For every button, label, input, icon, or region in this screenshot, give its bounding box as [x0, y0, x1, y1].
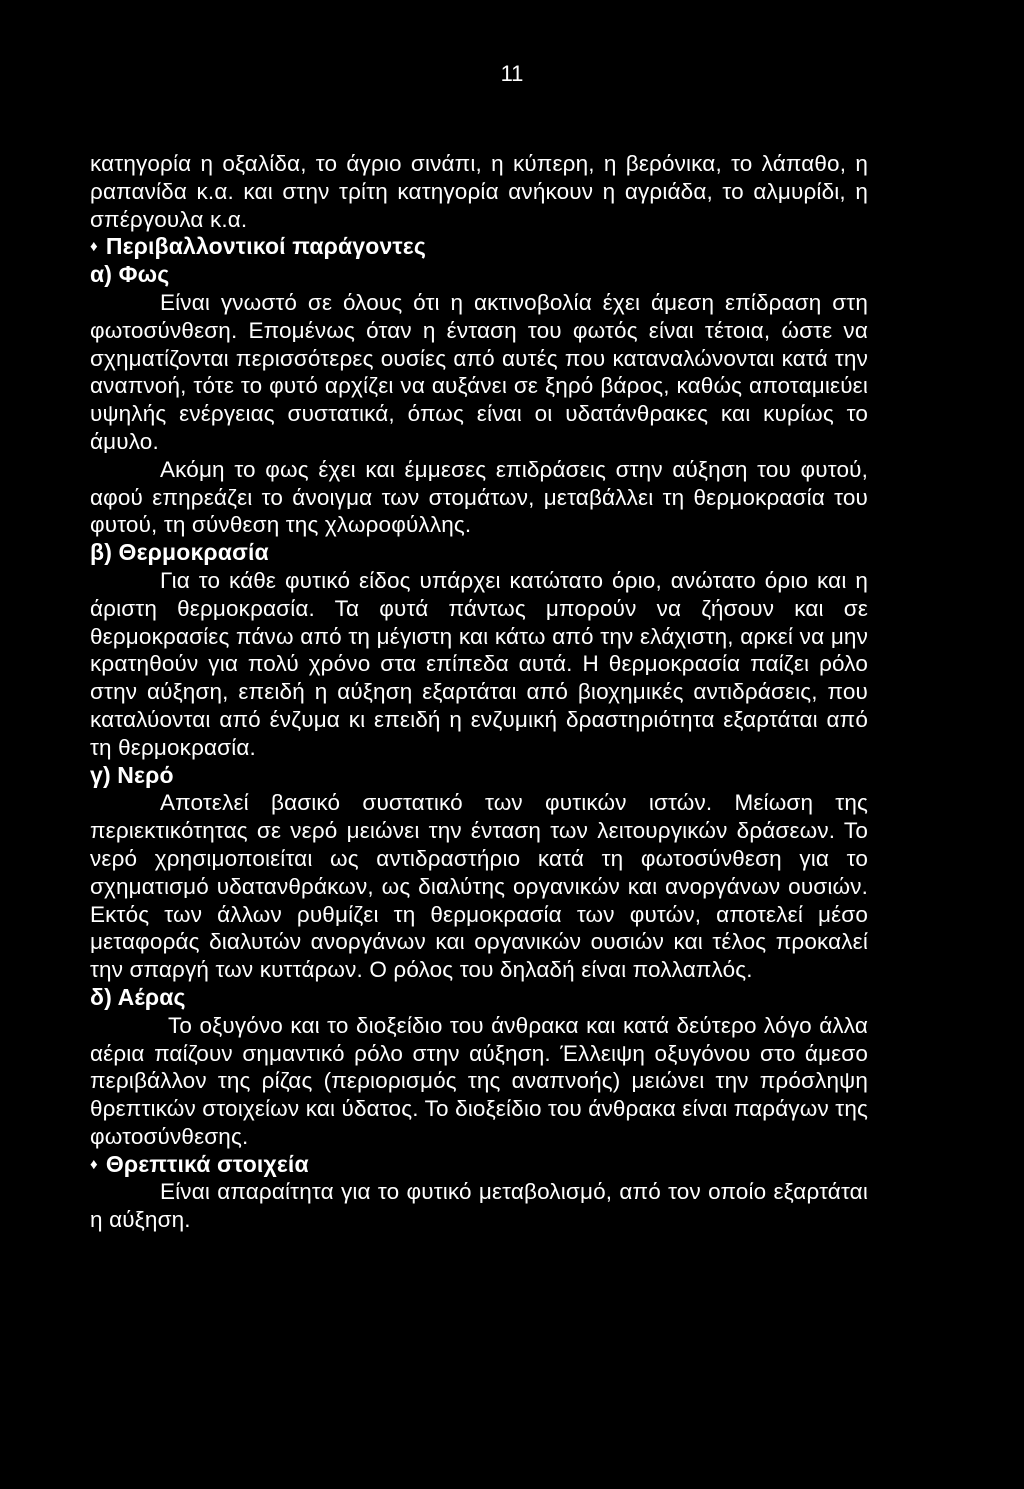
section-heading-label: Περιβαλλοντικοί παράγοντες: [105, 233, 426, 260]
section-heading: [90, 1151, 868, 1179]
subsection-heading: α) Φως: [90, 261, 170, 288]
paragraph: κατηγορία η οξαλίδα, το άγριο σινάπι, η κύπερη, η βερόνικα, το λάπαθο, η ραπανίδα κ.α. και στην τρίτη κατηγορία ανήκουν η αγριάδα, το αλμυρίδι, η σπέργουλα κ.α.: [90, 151, 868, 232]
subsection-heading: γ) Νερό: [90, 761, 174, 788]
page-number: 11: [500, 61, 524, 86]
paragraph: Για το κάθε φυτικό είδος υπάρχει κατώτατο όριο, ανώτατο όριο και η άριστη θερμοκρασία. Τα φυτά πάντως μπορούν να ζήσουν και σε θερμοκρασίες πάνω από τη μέγιστη και κάτω από την ελάχιστη, αρκεί να μην κρατηθούν για πολύ χρόνο στα επίπεδα αυτά. Η θερμοκρασία παίζει ρόλο στην αύξηση, επειδή η αύξηση εξαρτάται από βιοχημικές αντιδράσεις, που καταλύονται από ένζυμα κι επειδή η ενζυμική δραστηριότητα εξαρτάται από τη θερμοκρασία.: [90, 567, 868, 760]
section-heading: [90, 233, 868, 261]
paragraph: Είναι γνωστό σε όλους ότι η ακτινοβολία έχει άμεση επίδραση στη φωτοσύνθεση. Επομένως όταν η ένταση του φωτός είναι τέτοια, ώστε να σχηματίζονται περισσότερες ουσίες από αυτές που καταναλώνονται κατά την αναπνοή, τότε το φυτό αρχίζει να αυξάνει σε ξηρό βάρος, καθώς αποταμιεύει υψηλής ενέργειας συστατικά, όπως είναι οι υδατάνθρακες και κυρίως το άμυλο.: [90, 289, 868, 454]
diamond-bullet-icon: ♦: [90, 238, 98, 256]
diamond-bullet-icon: ♦: [90, 1155, 98, 1173]
section-heading-label: Θρεπτικά στοιχεία: [105, 1150, 309, 1177]
paragraph: Είναι απαραίτητα για το φυτικό μεταβολισμό, από τον οποίο εξαρτάται η αύξηση.: [90, 1179, 868, 1233]
body-text: [90, 150, 868, 1234]
subsection-heading: β) Θερμοκρασία: [90, 539, 269, 566]
paragraph: Αποτελεί βασικό συστατικό των φυτικών ιστών. Μείωση της περιεκτικότητας σε νερό μειώνει την ένταση των λειτουργικών δράσεων. Το νερό χρησιμοποιείται ως αντιδραστήριο κατά τη φωτοσύνθεση για το σχηματισμό υδατανθράκων, ως διαλύτης οργανικών και ανοργάνων ουσιών. Εκτός των άλλων ρυθμίζει τη θερμοκρασία των φυτών, αποτελεί μέσο μεταφοράς διαλυτών ανοργάνων και οργανικών ουσιών και τέλος προκαλεί την σπαργή των κυττάρων. Ο ρόλος του δηλαδή είναι πολλαπλός.: [90, 790, 868, 983]
subsection-heading: δ) Αέρας: [90, 983, 186, 1010]
paragraph: Ακόμη το φως έχει και έμμεσες επιδράσεις στην αύξηση του φυτού, αφού επηρεάζει το άνοιγμα των στομάτων, μεταβάλλει τη θερμοκρασία του φυτού, τη σύνθεση της χλωροφύλλης.: [90, 456, 868, 538]
paragraph: Το οξυγόνο και το διοξείδιο του άνθρακα και κατά δεύτερο λόγο άλλα αέρια παίζουν σημαντικό ρόλο στην αύξηση. Έλλειψη οξυγόνου στο άμεσο περιβάλλον της ρίζας (περιορισμός της αναπνοής) μειώνει την πρόσληψη θρεπτικών στοιχείων και ύδατος. Το διοξείδιο του άνθρακα είναι παράγων της φωτοσύνθεσης.: [90, 1012, 868, 1149]
